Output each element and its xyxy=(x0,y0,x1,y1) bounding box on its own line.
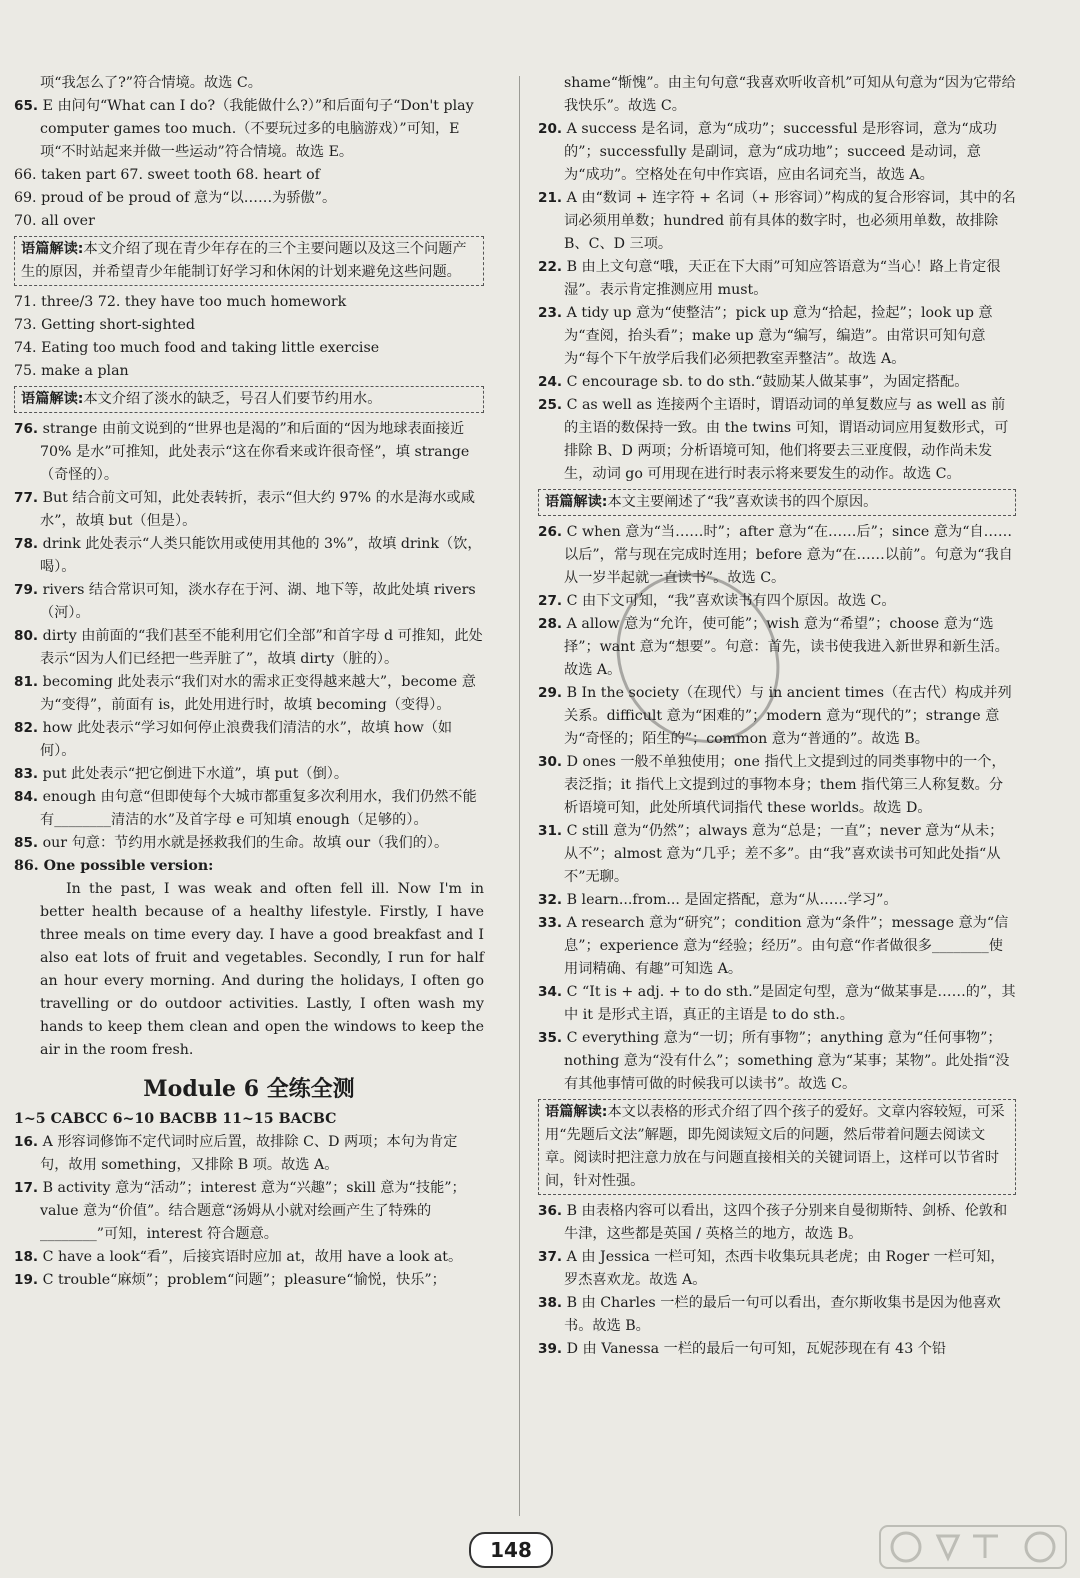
answer-item-21: 21. A 由“数词 + 连字符 + 名词（+ 形容词）”构成的复合形容词，其中的名词必须用单数；hundred 前有具体的数字时，也必须用单数，故排除 B、C、D 三项。 xyxy=(538,190,1016,252)
module-title: Module 6 全练全测 xyxy=(143,1076,355,1102)
answer-item-18: 18. C have a look“看”，后接宾语时应加 at，故用 have a look at。 xyxy=(14,1249,463,1265)
answer-item-28: 28. A allow 意为“允许，使可能”；wish 意为“希望”；choose 意为“选择”；want 意为“想要”。句意：首先，读书使我进入新世界和新生活。故选 A。 xyxy=(538,616,1009,678)
answer-item-26: 26. C when 意为“当……时”；after 意为“在……后”；since 意为“自……以后”，常与现在完成时连用；before 意为“在……以前”。句意为“我自从一岁半起就一直读书”。故选 C。 xyxy=(538,524,1013,586)
answer-item-81: 81. becoming 此处表示“我们对水的需求正变得越来越大”，become 意为“变得”，前面有 is，此处用进行时，故填 becoming（变得）。 xyxy=(14,674,476,713)
answer-item-73: 73. Getting short-sighted xyxy=(14,317,195,333)
answer-item-32: 32. B learn...from... 是固定搭配，意为“从……学习”。 xyxy=(538,892,898,908)
answer-item-76: 76. strange 由前文说到的“世界也是渴的”和后面的“因为地球表面接近 70% 是水”可推知，此处表示“这在你看来或许很奇怪”，填 strange（奇怪的）。 xyxy=(14,421,470,483)
answer-item-77: 77. But 结合前文可知，此处表转折，表示“但大约 97% 的水是海水或咸水”，故填 but（但是）。 xyxy=(14,490,475,529)
column-divider xyxy=(519,76,520,1516)
answer-item-75: 75. make a plan xyxy=(14,363,129,379)
right-column xyxy=(538,72,1016,1361)
answer-item-69: 69. proud of be proud of 意为“以……为骄傲”。 xyxy=(14,190,337,206)
answer-item-84: 84. enough 由句意“但即使每个大城市都重复多次利用水，我们仍然不能有________清洁的水”及首字母 e 可知填 enough（足够的）。 xyxy=(14,789,477,828)
answer-item-39: 39. D 由 Vanessa 一栏的最后一句可知，瓦妮莎现在有 43 个铅 xyxy=(538,1341,947,1357)
answer-item-79: 79. rivers 结合常识可知，淡水存在于河、湖、地下等，故此处填 rivers（河）。 xyxy=(14,582,476,621)
text-line: 项“我怎么了?”符合情境。故选 C。 xyxy=(40,75,262,91)
answer-item-83: 83. put 此处表示“把它倒进下水道”，填 put（倒）。 xyxy=(14,766,349,782)
answer-item-65: 65. E 由问句“What can I do?（我能做什么?）”和后面句子“Don't play computer games too much.（不要玩过多的电脑游戏）”可知，E 项“不时站起来并做一些运动”符合情境。故选 E。 xyxy=(14,98,474,160)
answer-item-74: 74. Eating too much food and taking little exercise xyxy=(14,340,380,356)
answer-item-85: 85. our 句意：节约用水就是拯救我们的生命。故填 our（我们的）。 xyxy=(14,835,449,851)
answer-item-86: 86. One possible version: xyxy=(14,858,214,874)
answer-item-66: 66. taken part 67. sweet tooth 68. heart of xyxy=(14,167,320,183)
passage-analysis-box: 语篇解读:本文介绍了淡水的缺乏，号召人们要节约用水。 xyxy=(14,386,484,413)
text-line: shame“惭愧”。由主句句意“我喜欢听收音机”可知从句意为“因为它带给我快乐”。故选 C。 xyxy=(564,75,1016,114)
answer-item-16: 16. A 形容词修饰不定代词时应后置，故排除 C、D 两项；本句为肯定句，故用 something，又排除 B 项。故选 A。 xyxy=(14,1134,458,1173)
answer-item-78: 78. drink 此处表示“人类只能饮用或使用其他的 3%”，故填 drink（饮，喝）。 xyxy=(14,536,482,575)
answer-item-31: 31. C still 意为“仍然”；always 意为“总是；一直”；never 意为“从未；从不”；almost 意为“几乎；差不多”。由“我”喜欢读书可知此处指“从不”无聊。 xyxy=(538,823,1004,885)
answer-item-27: 27. C 由下文可知，“我”喜欢读书有四个原因。故选 C。 xyxy=(538,593,896,609)
answer-item-17: 17. B activity 意为“活动”；interest 意为“兴趣”；skill 意为“技能”；value 意为“价值”。结合题意“汤姆从小就对绘画产生了特殊的________”可知，interest 符合题意。 xyxy=(14,1180,466,1242)
answer-item-25: 25. C as well as 连接两个主语时，谓语动词的单复数应与 as well as 前的主语的数保持一致。由 the twins 可知，谓语动词应用复数形式，可排除 B、D 两项；分析语境可知，他们将要去三亚度假，动作尚未发生，动词 go 可用现在进行时表示将来要发生的动作。故选 C。 xyxy=(538,397,1009,482)
answer-item-29: 29. B In the society（在现代）与 in ancient times（在古代）构成并列关系。difficult 意为“困难的”；modern 意为“现代的”；strange 意为“奇怪的；陌生的”；common 意为“普通的”。故选 B。 xyxy=(538,685,1012,747)
passage-analysis-box: 语篇解读:本文主要阐述了“我”喜欢读书的四个原因。 xyxy=(538,489,1016,516)
site-logo-icon xyxy=(878,1522,1068,1572)
answer-item-36: 36. B 由表格内容可以看出，这四个孩子分别来自曼彻斯特、剑桥、伦敦和牛津，这些都是英国 / 英格兰的地方，故选 B。 xyxy=(538,1203,1008,1242)
answer-item-23: 23. A tidy up 意为“使整洁”；pick up 意为“拾起，捡起”；look up 意为“查阅，抬头看”；make up 意为“编写，编造”。由常识可知句意为“每个下午放学后我们必须把教室弄整洁”。故选 A。 xyxy=(538,305,993,367)
answer-item-20: 20. A success 是名词，意为“成功”；successful 是形容词，意为“成功的”；successfully 是副词，意为“成功地”；succeed 是动词，意为“成功”。空格处在句中作宾语，应由名词充当，故选 A。 xyxy=(538,121,997,183)
answer-item-34: 34. C “It is + adj. + to do sth.”是固定句型，意为“做某事是……的”，其中 it 是形式主语，真正的主语是 to do sth.。 xyxy=(538,984,1016,1023)
left-column xyxy=(14,72,484,1292)
answer-item-82: 82. how 此处表示“学习如何停止浪费我们清洁的水”，故填 how（如何）。 xyxy=(14,720,453,759)
passage-analysis-box: 语篇解读:本文以表格的形式介绍了四个孩子的爱好。文章内容较短，可采用“先题后文法”解题，即先阅读短文后的问题，然后带着问题去阅读文章。阅读时把注意力放在与问题直接相关的关键词语上，这样可以节省时间，针对性强。 xyxy=(538,1099,1016,1195)
sample-essay: In the past, I was weak and often fell ill. Now I'm in better health because of a healthy lifestyle. Firstly, I have three meals on time every day. I have a good breakfast and I also eat lots of fruit and vegetables. Secondly, I run for half an hour every morning. And during the holidays, I often go travelling or do outdoor activities. Lastly, I often wash my hands to keep them clean and open the windows to keep the air in the room fresh. xyxy=(40,881,484,1058)
answer-item-71: 71. three/3 72. they have too much homework xyxy=(14,294,347,310)
passage-analysis-box: 语篇解读:本文介绍了现在青少年存在的三个主要问题以及这三个问题产生的原因，并希望青少年能制订好学习和休闲的计划来避免这些问题。 xyxy=(14,236,484,286)
answer-item-38: 38. B 由 Charles 一栏的最后一句可以看出，查尔斯收集书是因为他喜欢书。故选 B。 xyxy=(538,1295,1001,1334)
answer-item-24: 24. C encourage sb. to do sth.“鼓励某人做某事”，为固定搭配。 xyxy=(538,374,969,390)
answer-item-37: 37. A 由 Jessica 一栏可知，杰西卡收集玩具老虎；由 Roger 一栏可知，罗杰喜欢龙。故选 A。 xyxy=(538,1249,1005,1288)
answer-item-22: 22. B 由上文句意“哦，天正在下大雨”可知应答语意为“当心！路上肯定很湿”。表示肯定推测应用 must。 xyxy=(538,259,1001,298)
answer-item-33: 33. A research 意为“研究”；condition 意为“条件”；message 意为“信息”；experience 意为“经验；经历”。由句意“作者做很多________使用词精确、有趣”可知选 A。 xyxy=(538,915,1009,977)
answer-item-19: 19. C trouble“麻烦”；problem“问题”；pleasure“愉悦，快乐”； xyxy=(14,1272,446,1288)
answer-item-80: 80. dirty 由前面的“我们甚至不能利用它们全部”和首字母 d 可推知，此处表示“因为人们已经把一些弄脏了”，故填 dirty（脏的）。 xyxy=(14,628,483,667)
answer-item-70: 70. all over xyxy=(14,213,95,229)
answer-item-30: 30. D ones 一般不单独使用；one 指代上文提到过的同类事物中的一个，表泛指；it 指代上文提到过的事物本身；them 指代第三人称复数。分析语境可知，此处所填代词指代 these worlds。故选 D。 xyxy=(538,754,1006,816)
page-number: 148 xyxy=(469,1532,553,1568)
answer-key-1-15: 1~5 CABCC 6~10 BACBB 11~15 BACBC xyxy=(14,1111,337,1127)
answer-item-35: 35. C everything 意为“一切；所有事物”；anything 意为“任何事物”；nothing 意为“没有什么”；something 意为“某事；某物”。此处指“没有其他事情可做的时候我可以读书”。故选 C。 xyxy=(538,1030,1010,1092)
